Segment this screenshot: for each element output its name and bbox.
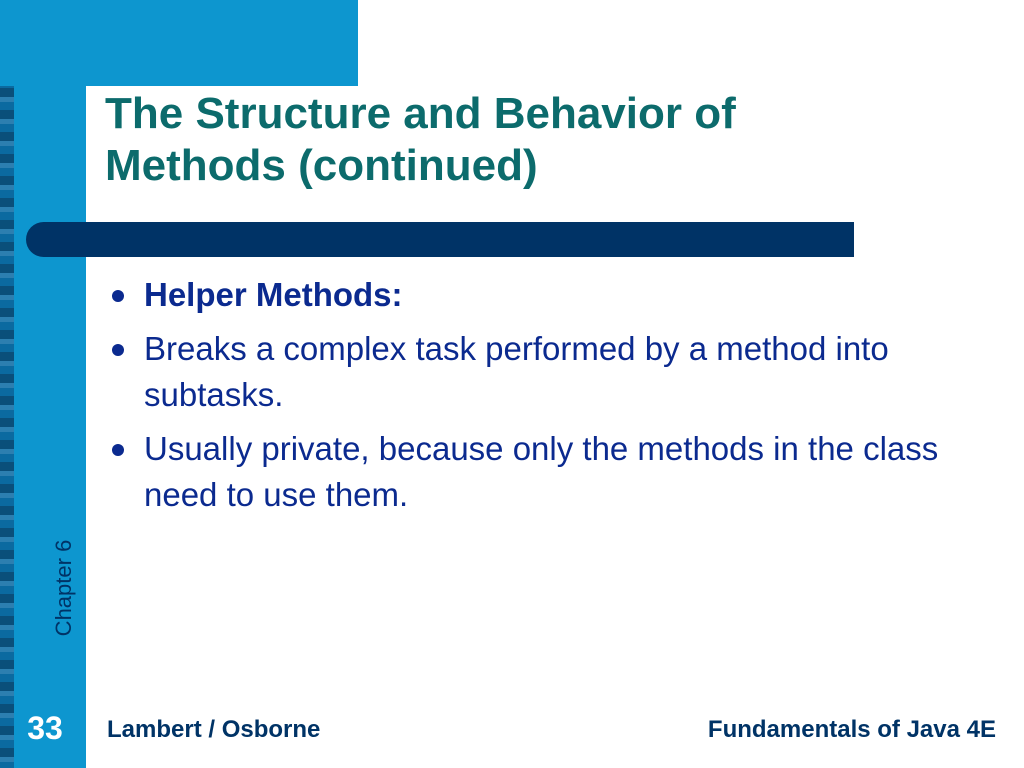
chapter-label: Chapter 6 — [51, 539, 76, 637]
footer-book-title: Fundamentals of Java 4E — [707, 716, 996, 743]
bullet-list — [100, 272, 980, 526]
bullet-text: Breaks a complex task performed by a method into subtasks. — [144, 330, 889, 413]
left-decorative-strip — [0, 0, 86, 768]
bullet-icon — [112, 290, 124, 302]
left-edge-texture — [0, 0, 14, 768]
slide-number: 33 — [27, 710, 63, 746]
bullet-text: Helper Methods: — [144, 276, 403, 313]
slide-title: The Structure and Behavior of Methods (continued) — [105, 89, 736, 190]
list-item — [100, 272, 980, 318]
chapter-label-container — [29, 524, 99, 652]
list-item — [100, 426, 980, 518]
list-item — [100, 326, 980, 418]
bullet-text: Usually private, because only the methods in the class need to use them. — [144, 430, 939, 513]
bullet-icon — [112, 444, 124, 456]
bullet-icon — [112, 344, 124, 356]
title-underline-bar — [26, 222, 854, 257]
top-decorative-band — [0, 0, 358, 86]
footer-authors: Lambert / Osborne — [107, 716, 321, 743]
